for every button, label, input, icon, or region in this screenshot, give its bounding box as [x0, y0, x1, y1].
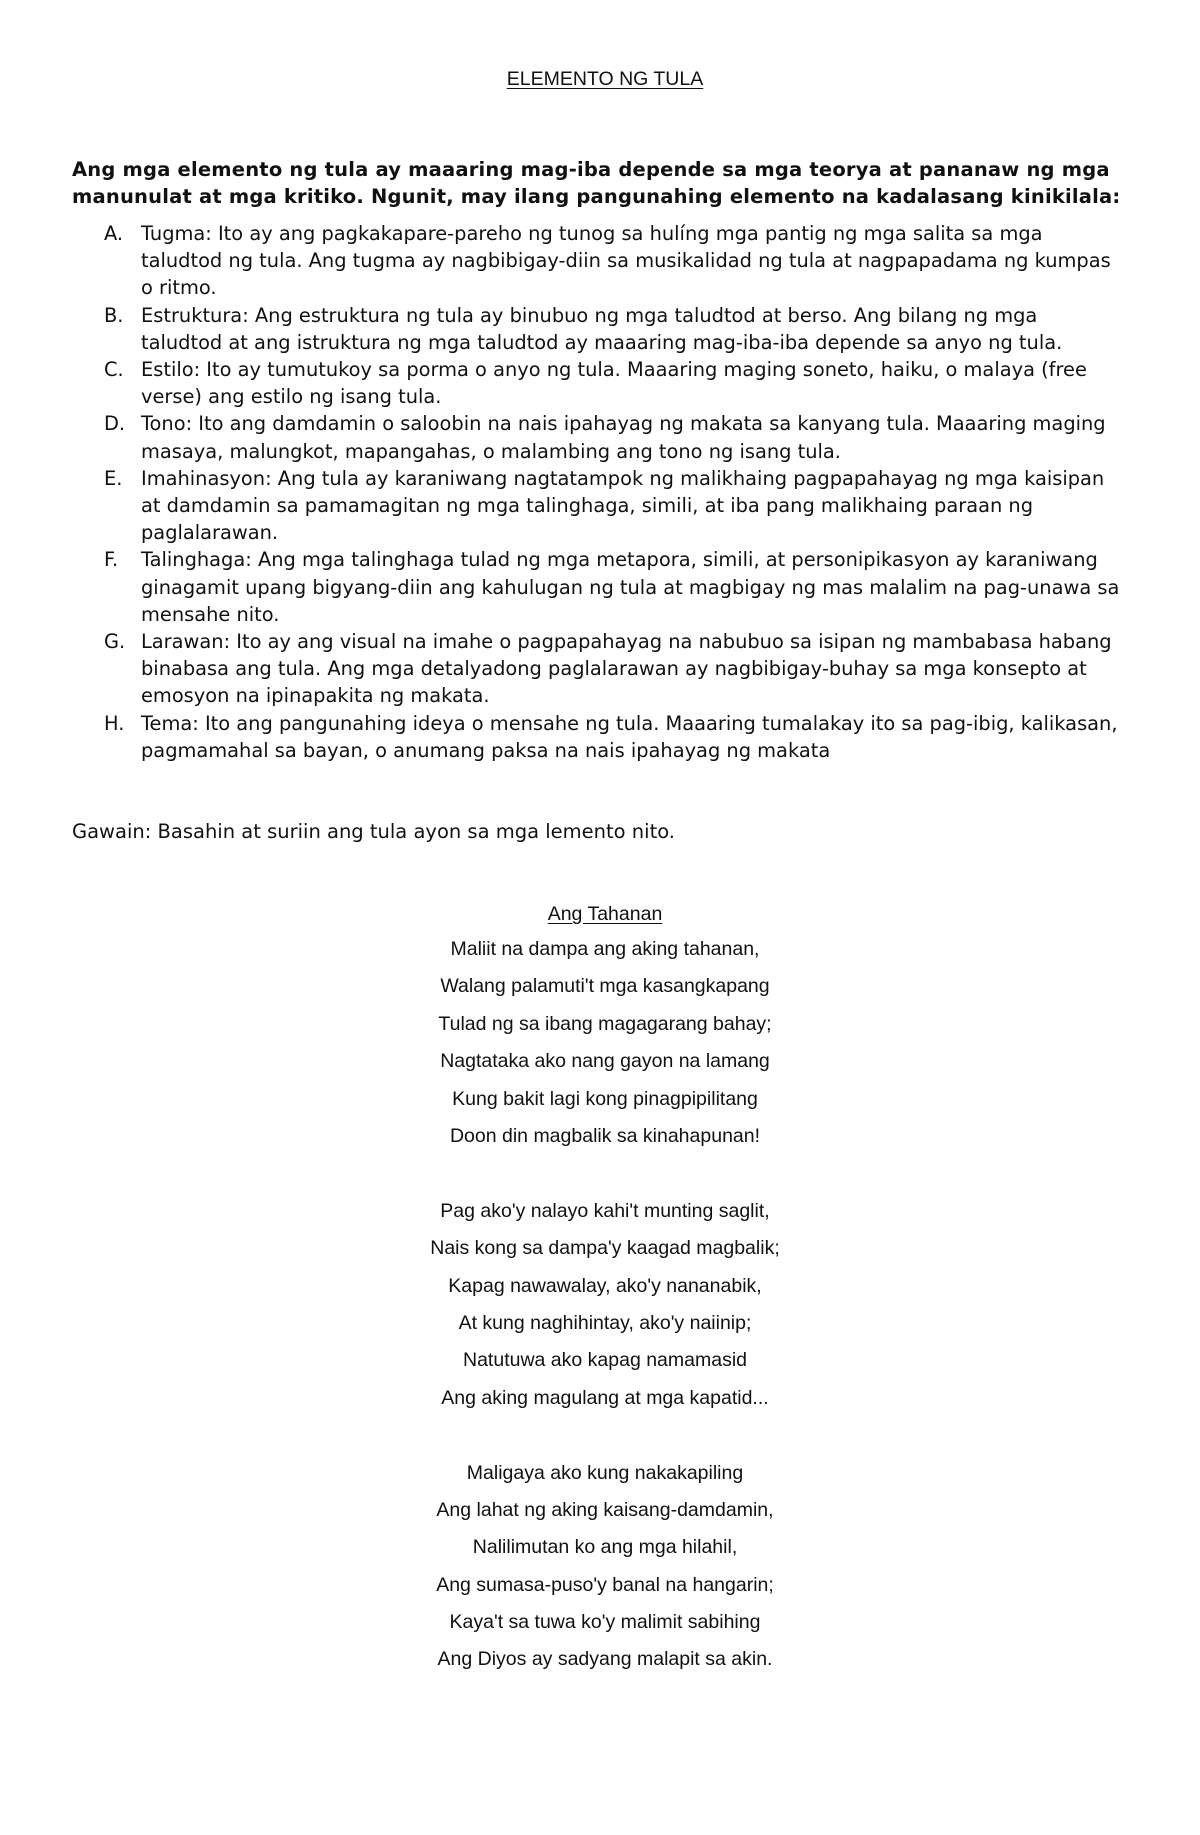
- poem-line: Ang Diyos ay sadyang malapit sa akin.: [437, 1648, 773, 1671]
- poem-line: Nagtataka ako nang gayon na lamang: [440, 1050, 770, 1073]
- list-item: [72, 546, 1122, 628]
- poem-line: Tulad ng sa ibang magagarang bahay;: [438, 1012, 772, 1035]
- list-marker: D.: [104, 412, 126, 436]
- poem-line: Kung bakit lagi kong pinagpipilitang: [452, 1087, 758, 1110]
- list-marker: A.: [104, 222, 124, 245]
- list-item-text: Talinghaga: Ang mga talinghaga tulad ng mga metapora, simili, at personipikasyon ay karaniwang ginagamit upang bigyang-diin ang kahulugan ng tula at magbigay ng mas malalim na pag-unawa sa mensahe nito.: [141, 548, 1120, 626]
- list-item-text: Estilo: Ito ay tumutukoy sa porma o anyo ng tula. Maaaring maging soneto, haiku, o malaya (free verse) ang estilo ng isang tula.: [141, 358, 1087, 409]
- list-item-text: Tema: Ito ang pangunahing ideya o mensahe ng tula. Maaaring tumalakay ito sa pag-ibig, kalikasan, pagmamahal sa bayan, o anumang paksa na nais ipahayag ng makata: [141, 711, 1118, 762]
- list-item: [72, 465, 1122, 547]
- poem-title: Ang Tahanan: [547, 903, 663, 926]
- poem-line: Walang palamuti't mga kasangkapang: [440, 975, 770, 998]
- poem-line: At kung naghihintay, ako'y naiinip;: [458, 1311, 752, 1334]
- list-item-text: Tugma: Ito ay ang pagkakapare-pareho ng tunog sa hulíng mga pantig ng mga salita sa mga taludtod ng tula. Ang tugma ay nagbibigay-diin sa musikalidad ng tula at nagpapadama ng kumpas o ritmo.: [141, 222, 1111, 300]
- poem-line: Kapag nawawalay, ako'y nananabik,: [448, 1274, 762, 1297]
- task-instruction: Gawain: Basahin at suriin ang tula ayon sa mga lemento nito.: [72, 820, 676, 844]
- document-page: [72, 66, 1132, 1679]
- list-item: [72, 302, 1122, 356]
- list-item: [72, 710, 1122, 764]
- elements-list: [72, 220, 1132, 764]
- list-marker: F.: [104, 548, 119, 572]
- poem-line: Pag ako'y nalayo kahi't munting saglit,: [440, 1199, 770, 1222]
- poem-stanza: [78, 931, 1132, 1155]
- poem: [72, 897, 1132, 1679]
- poem-line: Ang aking magulang at mga kapatid...: [441, 1386, 769, 1409]
- list-marker: G.: [104, 630, 126, 654]
- poem-stanza: [78, 1193, 1132, 1417]
- poem-line: Kaya't sa tuwa ko'y malimit sabihing: [449, 1611, 761, 1634]
- list-item: [72, 410, 1122, 464]
- poem-line: Doon din magbalik sa kinahapunan!: [449, 1125, 761, 1148]
- list-item-text: Tono: Ito ang damdamin o saloobin na nais ipahayag ng makata sa kanyang tula. Maaaring maging masaya, malungkot, mapangahas, o malambing ang tono ng isang tula.: [141, 412, 1106, 463]
- list-item-text: Larawan: Ito ay ang visual na imahe o pagpapahayag na nabubuo sa isipan ng mambabasa habang binabasa ang tula. Ang mga detalyadong paglalarawan ay nagbibigay-buhay sa mga konsepto at emosyon na ipinapakita ng makata.: [141, 630, 1112, 708]
- list-item: [72, 628, 1122, 710]
- intro-paragraph: Ang mga elemento ng tula ay maaaring mag-iba depende sa mga teorya at pananaw ng mga manunulat at mga kritiko. Ngunit, may ilang pangunahing elemento na kadalasang kinikilala:: [72, 158, 1121, 208]
- poem-line: Maliit na dampa ang aking tahanan,: [450, 938, 760, 961]
- poem-line: Natutuwa ako kapag namamasid: [463, 1349, 747, 1372]
- poem-line: Ang sumasa-puso'y banal na hangarin;: [436, 1573, 774, 1596]
- poem-line: Maligaya ako kung nakakapiling: [466, 1461, 744, 1484]
- list-item: [72, 356, 1122, 410]
- list-marker: B.: [104, 303, 124, 327]
- list-marker: H.: [104, 711, 125, 735]
- list-marker: C.: [104, 358, 124, 382]
- poem-line: Nais kong sa dampa'y kaagad magbalik;: [430, 1237, 780, 1260]
- poem-line: Nalilimutan ko ang mga hilahil,: [472, 1536, 738, 1559]
- list-marker: E.: [104, 466, 123, 490]
- poem-line: Ang lahat ng aking kaisang-damdamin,: [436, 1498, 774, 1521]
- poem-stanza: [78, 1455, 1132, 1679]
- document-title: ELEMENTO NG TULA: [506, 68, 704, 90]
- list-item: [72, 220, 1122, 302]
- list-item-text: Estruktura: Ang estruktura ng tula ay binubuo ng mga taludtod at berso. Ang bilang ng mga taludtod at ang istruktura ng mga taludtod ay maaaring mag-iba-iba depende sa anyo ng tula.: [141, 303, 1063, 354]
- list-item-text: Imahinasyon: Ang tula ay karaniwang nagtatampok ng malikhaing pagpapahayag ng mga kaisipan at damdamin sa pamamagitan ng mga talinghaga, simili, at iba pang malikhaing paraan ng paglalarawan.: [141, 466, 1105, 545]
